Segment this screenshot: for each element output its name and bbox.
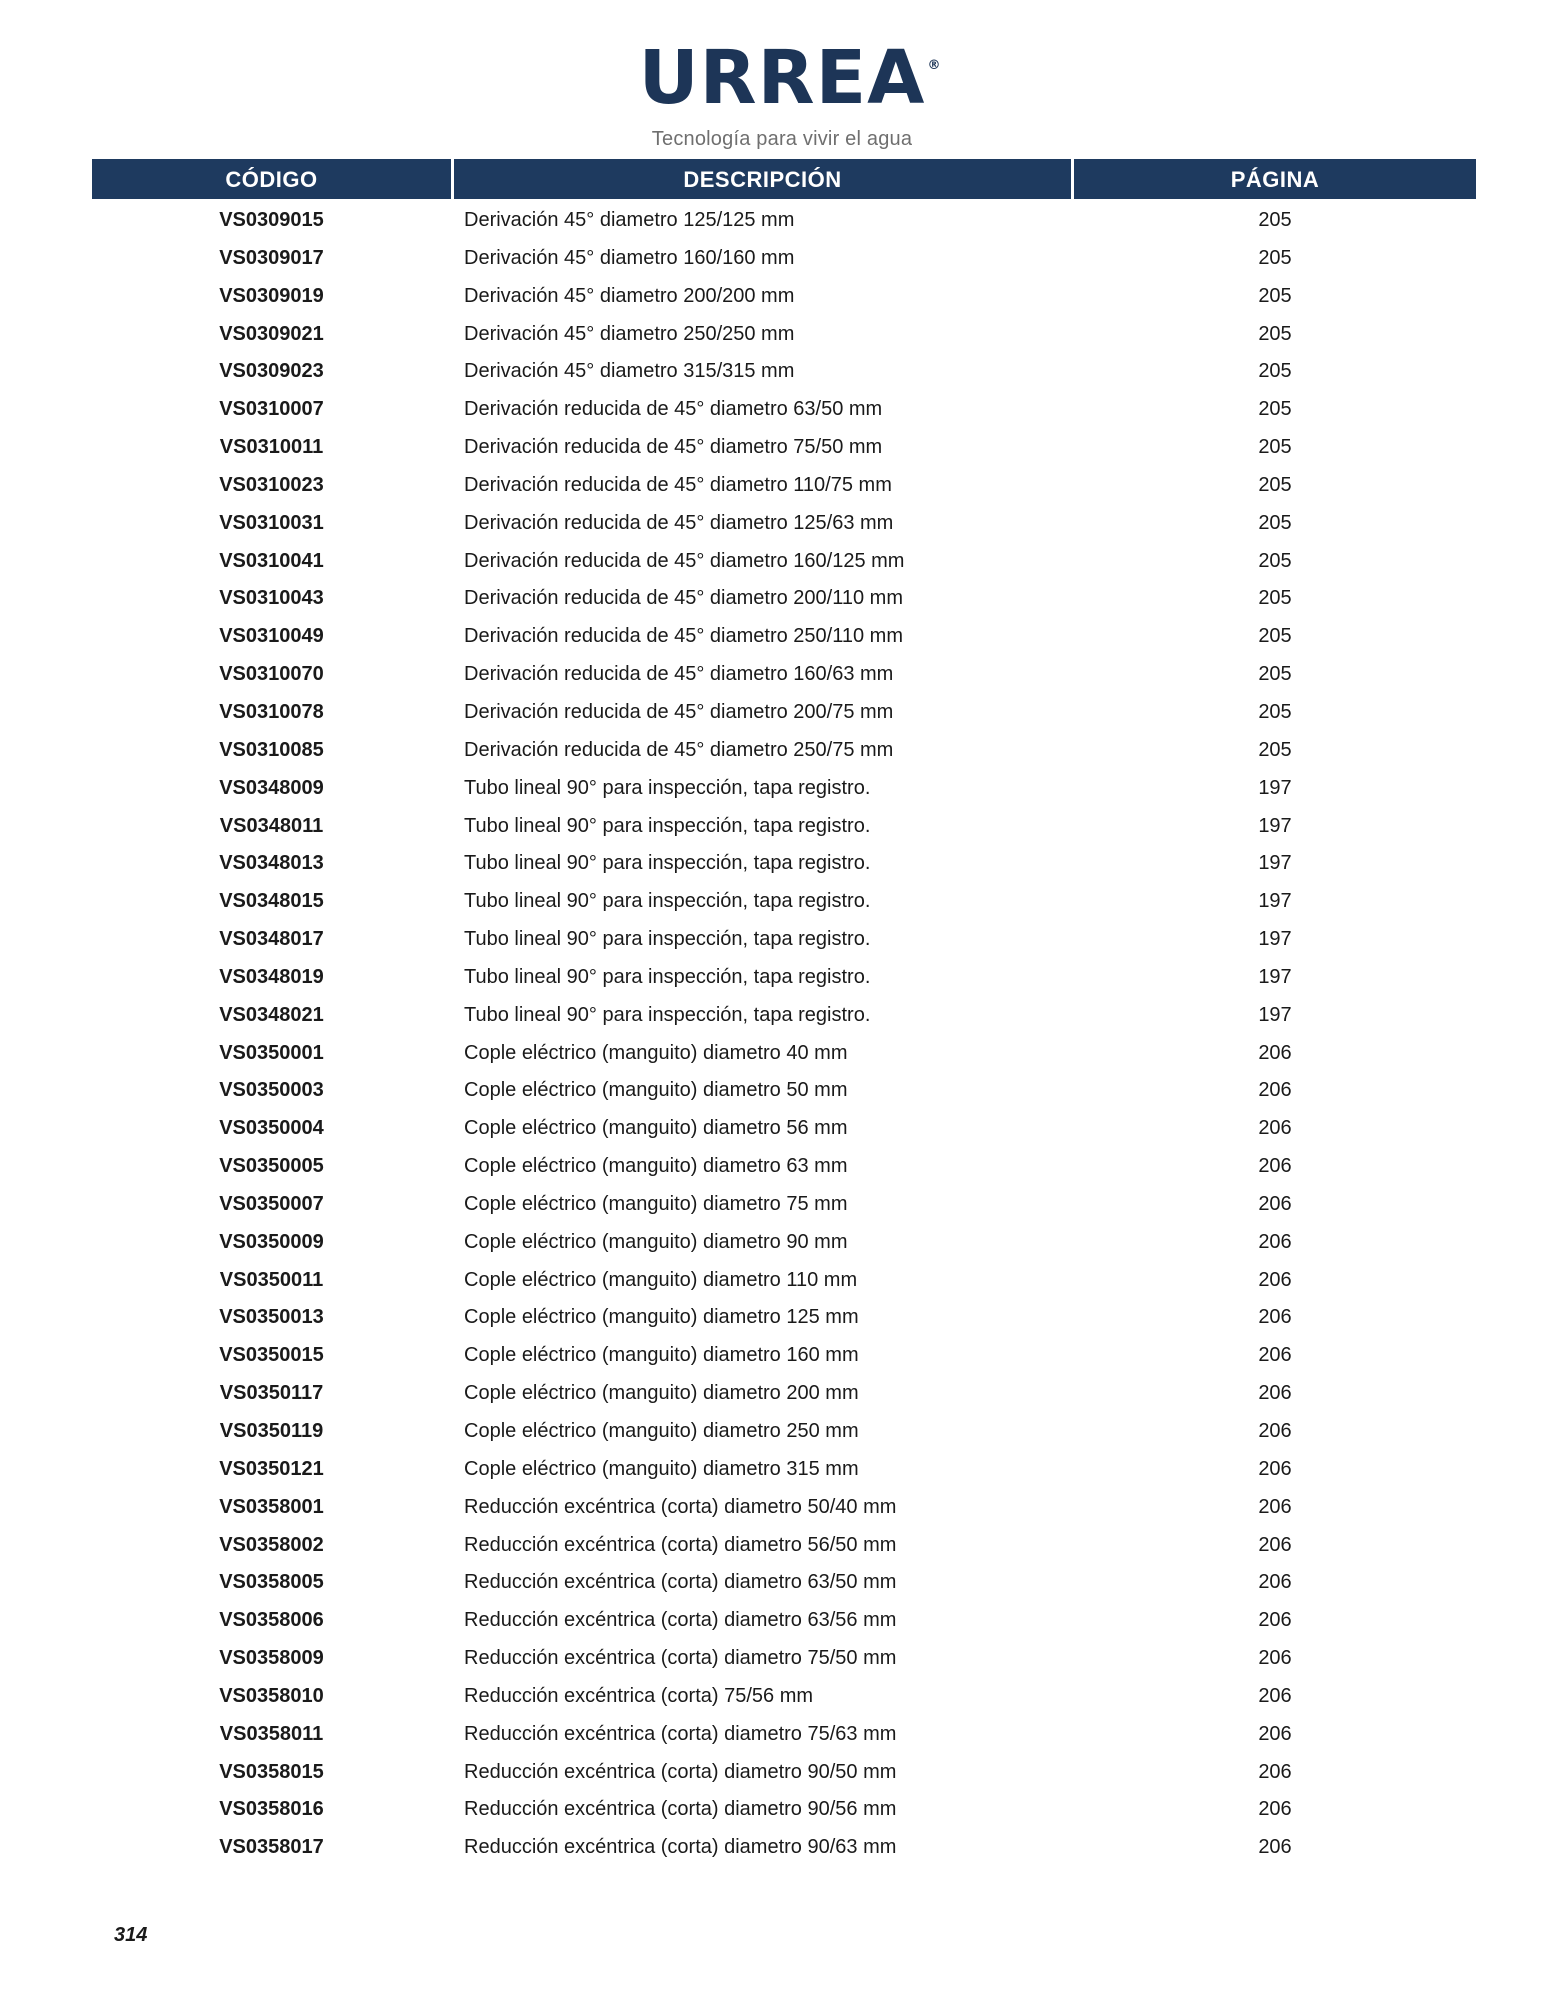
product-description: Cople eléctrico (manguito) diametro 160 mm [464, 1344, 859, 1367]
product-code: VS0358006 [219, 1609, 324, 1632]
product-description: Reducción excéntrica (corta) diametro 90/56 mm [464, 1798, 897, 1821]
catalog-page: 197 [1258, 928, 1292, 951]
catalog-page: 205 [1258, 587, 1292, 610]
product-description: Cople eléctrico (manguito) diametro 110 mm [464, 1268, 858, 1291]
product-code: VS0310078 [219, 700, 324, 723]
product-description: Cople eléctrico (manguito) diametro 315 mm [464, 1457, 859, 1480]
table-row [92, 1034, 1476, 1072]
catalog-page: 205 [1258, 360, 1292, 383]
header-descripcion: DESCRIPCIÓN [454, 159, 1071, 199]
product-description: Derivación reducida de 45° diametro 63/50 mm [464, 398, 883, 421]
catalog-page: 206 [1258, 1571, 1292, 1594]
product-description: Derivación reducida de 45° diametro 250/110 mm [464, 625, 903, 648]
product-code: VS0350007 [219, 1192, 324, 1215]
table-row [92, 390, 1476, 428]
table-row [92, 807, 1476, 845]
product-code: VS0309015 [219, 209, 324, 231]
product-code: VS0348013 [219, 852, 324, 875]
product-code: VS0350119 [219, 1420, 324, 1442]
product-description: Cople eléctrico (manguito) diametro 200 mm [464, 1382, 859, 1405]
table-row [92, 1677, 1476, 1715]
table-row [92, 1109, 1476, 1147]
product-code: VS0310041 [219, 549, 324, 572]
catalog-page: 206 [1258, 1798, 1292, 1821]
catalog-page: 197 [1258, 1003, 1292, 1026]
product-description: Derivación reducida de 45° diametro 160/125 mm [464, 549, 905, 572]
page-number: 314 [114, 1924, 148, 1946]
catalog-page: 206 [1258, 1306, 1292, 1329]
product-description: Derivación reducida de 45° diametro 200/110 mm [464, 587, 903, 610]
product-code: VS0350013 [219, 1306, 324, 1329]
product-description: Derivación reducida de 45° diametro 250/75 mm [464, 738, 894, 761]
table-row [92, 201, 1476, 239]
product-code: VS0348017 [219, 928, 324, 951]
catalog-page: 206 [1258, 1647, 1292, 1670]
product-code: VS0350117 [219, 1382, 324, 1405]
table-row [92, 1185, 1476, 1223]
product-code: VS0310070 [219, 663, 324, 686]
table-row [92, 1261, 1476, 1299]
product-description: Derivación 45° diametro 125/125 mm [464, 209, 795, 231]
catalog-page: 206 [1258, 1079, 1292, 1102]
catalog-page: 205 [1258, 738, 1292, 761]
product-code: VS0358016 [219, 1798, 324, 1821]
product-table-body [92, 201, 1476, 1866]
table-row [92, 1336, 1476, 1374]
product-code: VS0310049 [219, 625, 324, 648]
product-description: Cople eléctrico (manguito) diametro 250 mm [464, 1420, 859, 1442]
table-row [92, 1298, 1476, 1336]
product-code: VS0358015 [219, 1760, 324, 1783]
catalog-page: 205 [1258, 700, 1292, 723]
catalog-page: 205 [1258, 284, 1292, 307]
product-code: VS0358009 [219, 1647, 324, 1670]
registered-mark: ® [927, 58, 942, 73]
catalog-page: 205 [1258, 209, 1292, 231]
product-description: Derivación reducida de 45° diametro 110/75 mm [464, 473, 892, 496]
product-code: VS0358017 [219, 1836, 324, 1859]
product-description: Tubo lineal 90° para inspección, tapa registro. [464, 890, 871, 913]
product-description: Reducción excéntrica (corta) diametro 90/50 mm [464, 1760, 897, 1783]
table-row [92, 920, 1476, 958]
product-description: Reducción excéntrica (corta) diametro 75/63 mm [464, 1722, 897, 1745]
product-code: VS0348011 [219, 814, 324, 837]
table-row [92, 1715, 1476, 1753]
catalog-page: 206 [1258, 1722, 1292, 1745]
product-code: VS0350015 [219, 1344, 324, 1367]
product-description: Derivación 45° diametro 250/250 mm [464, 322, 795, 345]
catalog-page: 197 [1258, 890, 1292, 913]
product-code: VS0310043 [219, 587, 324, 610]
product-description: Cople eléctrico (manguito) diametro 90 mm [464, 1230, 848, 1253]
product-description: Derivación reducida de 45° diametro 125/63 mm [464, 511, 894, 534]
product-code: VS0309021 [219, 322, 324, 345]
product-code: VS0310031 [219, 511, 324, 534]
table-row [92, 1412, 1476, 1450]
header-pagina: PÁGINA [1074, 159, 1476, 199]
product-description: Reducción excéntrica (corta) diametro 63/56 mm [464, 1609, 897, 1632]
product-description: Derivación reducida de 45° diametro 160/63 mm [464, 663, 894, 686]
table-row [92, 315, 1476, 353]
product-description: Derivación reducida de 45° diametro 200/75 mm [464, 700, 894, 723]
table-row [92, 882, 1476, 920]
table-row [92, 277, 1476, 315]
catalog-page: 206 [1258, 1533, 1292, 1556]
product-code: VS0350001 [219, 1041, 324, 1064]
product-description: Derivación 45° diametro 315/315 mm [464, 360, 795, 383]
product-description: Reducción excéntrica (corta) diametro 75/50 mm [464, 1647, 897, 1670]
product-description: Reducción excéntrica (corta) diametro 90/63 mm [464, 1836, 897, 1859]
product-code: VS0309023 [219, 360, 324, 383]
catalog-page: 206 [1258, 1268, 1292, 1291]
catalog-page: 206 [1258, 1344, 1292, 1367]
catalog-page: 206 [1258, 1836, 1292, 1859]
table-row [92, 617, 1476, 655]
table-row [92, 1639, 1476, 1677]
catalog-page: 206 [1258, 1041, 1292, 1064]
product-code: VS0358005 [219, 1571, 324, 1594]
product-description: Derivación 45° diametro 200/200 mm [464, 284, 795, 307]
catalog-page: 205 [1258, 436, 1292, 459]
catalog-page: 197 [1258, 776, 1292, 799]
product-code: VS0350011 [219, 1268, 324, 1291]
catalog-page: 206 [1258, 1457, 1292, 1480]
product-code: VS0348015 [219, 890, 324, 913]
product-code: VS0309019 [219, 284, 324, 307]
table-row [92, 542, 1476, 580]
product-code: VS0350004 [219, 1117, 324, 1140]
catalog-page: 206 [1258, 1382, 1292, 1405]
product-description: Tubo lineal 90° para inspección, tapa registro. [464, 852, 871, 875]
product-code: VS0350005 [219, 1155, 324, 1178]
catalog-page: 205 [1258, 663, 1292, 686]
table-row [92, 1147, 1476, 1185]
product-code: VS0348021 [219, 1003, 324, 1026]
table-row [92, 1488, 1476, 1526]
product-description: Reducción excéntrica (corta) 75/56 mm [464, 1684, 814, 1707]
product-code: VS0310007 [219, 398, 324, 421]
product-code: VS0350121 [219, 1457, 324, 1480]
table-header [92, 159, 1476, 199]
catalog-page: 206 [1258, 1609, 1292, 1632]
product-code: VS0310085 [219, 738, 324, 761]
table-row [92, 466, 1476, 504]
product-description: Tubo lineal 90° para inspección, tapa registro. [464, 814, 871, 837]
catalog-page: 205 [1258, 322, 1292, 345]
product-code: VS0358001 [219, 1495, 324, 1518]
product-description: Reducción excéntrica (corta) diametro 50/40 mm [464, 1495, 897, 1518]
catalog-page: 197 [1258, 852, 1292, 875]
catalog-page: 206 [1258, 1760, 1292, 1783]
catalog-page: 206 [1258, 1192, 1292, 1215]
product-description: Cople eléctrico (manguito) diametro 125 mm [464, 1306, 859, 1329]
product-code: VS0309017 [219, 246, 324, 269]
product-description: Cople eléctrico (manguito) diametro 75 mm [464, 1192, 848, 1215]
table-row [92, 1753, 1476, 1791]
catalog-page: 205 [1258, 473, 1292, 496]
table-row [92, 844, 1476, 882]
urrea-logo [638, 35, 942, 121]
table-row [92, 996, 1476, 1034]
table-row [92, 1223, 1476, 1261]
product-code: VS0310011 [219, 436, 324, 459]
product-description: Cople eléctrico (manguito) diametro 56 mm [464, 1117, 848, 1140]
table-row [92, 579, 1476, 617]
product-description: Cople eléctrico (manguito) diametro 40 mm [464, 1041, 848, 1064]
table-row [92, 1374, 1476, 1412]
table-row [92, 428, 1476, 466]
table-row [92, 352, 1476, 390]
product-description: Derivación reducida de 45° diametro 75/50 mm [464, 436, 883, 459]
product-code: VS0358011 [219, 1722, 324, 1745]
table-row [92, 239, 1476, 277]
product-code: VS0348019 [219, 965, 324, 988]
product-description: Cople eléctrico (manguito) diametro 50 mm [464, 1079, 848, 1102]
table-row [92, 1526, 1476, 1564]
table-row [92, 1828, 1476, 1866]
product-description: Reducción excéntrica (corta) diametro 63/50 mm [464, 1571, 897, 1594]
brand-tagline: Tecnología para vivir el agua [651, 128, 913, 150]
product-description: Tubo lineal 90° para inspección, tapa registro. [464, 965, 871, 988]
product-code: VS0358002 [219, 1533, 324, 1556]
product-description: Cople eléctrico (manguito) diametro 63 mm [464, 1155, 848, 1178]
catalog-page: 205 [1258, 511, 1292, 534]
table-row [92, 693, 1476, 731]
product-code: VS0348009 [219, 776, 324, 799]
header-codigo: CÓDIGO [92, 159, 451, 199]
product-description: Reducción excéntrica (corta) diametro 56/50 mm [464, 1533, 897, 1556]
catalog-page: 205 [1258, 246, 1292, 269]
catalog-page: 206 [1258, 1230, 1292, 1253]
product-description: Tubo lineal 90° para inspección, tapa registro. [464, 928, 871, 951]
catalog-page: 206 [1258, 1420, 1292, 1442]
table-row [92, 769, 1476, 807]
catalog-page: 197 [1258, 814, 1292, 837]
catalog-page: 197 [1258, 965, 1292, 988]
catalog-page: 206 [1258, 1155, 1292, 1178]
catalog-page: 206 [1258, 1684, 1292, 1707]
table-row [92, 1563, 1476, 1601]
page-header [0, 35, 1564, 151]
product-description: Tubo lineal 90° para inspección, tapa registro. [464, 1003, 871, 1026]
product-code: VS0350003 [219, 1079, 324, 1102]
catalog-page: 206 [1258, 1495, 1292, 1518]
catalog-page: 205 [1258, 398, 1292, 421]
catalog-page: 205 [1258, 625, 1292, 648]
table-row [92, 504, 1476, 542]
table-row [92, 958, 1476, 996]
catalog-page: 205 [1258, 549, 1292, 572]
product-description: Derivación 45° diametro 160/160 mm [464, 246, 795, 269]
catalog-page: 206 [1258, 1117, 1292, 1140]
product-description: Tubo lineal 90° para inspección, tapa registro. [464, 776, 871, 799]
table-row [92, 1450, 1476, 1488]
product-code: VS0310023 [219, 473, 324, 496]
table-row [92, 1601, 1476, 1639]
table-row [92, 655, 1476, 693]
table-row [92, 1071, 1476, 1109]
logo-text: URREA [638, 35, 926, 121]
product-code: VS0350009 [219, 1230, 324, 1253]
table-row [92, 731, 1476, 769]
table-row [92, 1790, 1476, 1828]
product-code: VS0358010 [219, 1684, 324, 1707]
